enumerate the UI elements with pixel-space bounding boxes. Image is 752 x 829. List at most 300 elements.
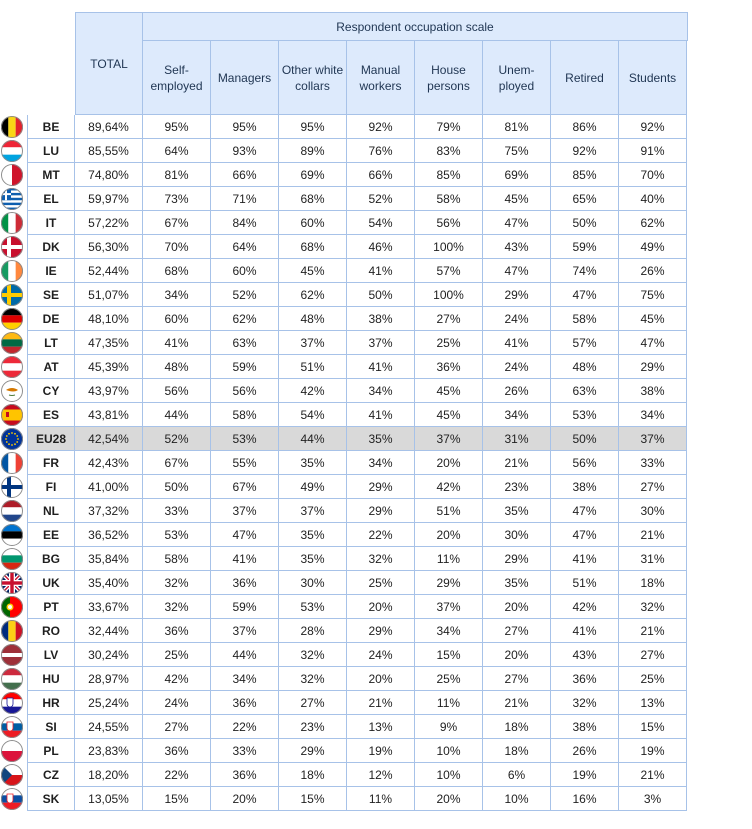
occupation-value: 42% xyxy=(551,595,619,619)
occupation-value: 85% xyxy=(415,163,483,187)
occupation-value: 21% xyxy=(483,451,551,475)
occupation-value: 30% xyxy=(619,499,687,523)
occupation-value: 36% xyxy=(143,739,211,763)
occupation-value: 45% xyxy=(483,187,551,211)
occupation-value: 35% xyxy=(483,571,551,595)
luxembourg-flag-icon xyxy=(1,140,23,162)
header-column: Manual workers xyxy=(347,41,415,115)
header-column: House persons xyxy=(415,41,483,115)
occupation-value: 29% xyxy=(347,475,415,499)
occupation-value: 21% xyxy=(619,523,687,547)
occupation-value: 29% xyxy=(279,739,347,763)
occupation-value: 81% xyxy=(483,115,551,139)
occupation-value: 60% xyxy=(279,211,347,235)
occupation-value: 60% xyxy=(143,307,211,331)
occupation-value: 35% xyxy=(279,547,347,571)
occupation-value: 20% xyxy=(483,643,551,667)
occupation-value: 69% xyxy=(483,163,551,187)
total-value: 33,67% xyxy=(75,595,143,619)
occupation-value: 66% xyxy=(347,163,415,187)
germany-flag-icon xyxy=(1,308,23,330)
occupation-value: 51% xyxy=(279,355,347,379)
country-code: EL xyxy=(27,187,75,211)
occupation-value: 47% xyxy=(551,499,619,523)
occupation-value: 27% xyxy=(483,619,551,643)
header-total: TOTAL xyxy=(75,12,143,115)
total-value: 48,10% xyxy=(75,307,143,331)
occupation-value: 42% xyxy=(415,475,483,499)
table-row xyxy=(0,595,688,619)
occupation-value: 95% xyxy=(279,115,347,139)
occupation-value: 50% xyxy=(347,283,415,307)
total-value: 47,35% xyxy=(75,331,143,355)
occupation-value: 11% xyxy=(415,547,483,571)
country-code: AT xyxy=(27,355,75,379)
table-row xyxy=(0,211,688,235)
total-value: 41,00% xyxy=(75,475,143,499)
occupation-value: 92% xyxy=(347,115,415,139)
occupation-value: 15% xyxy=(415,643,483,667)
occupation-value: 53% xyxy=(143,523,211,547)
table-row xyxy=(0,163,688,187)
occupation-value: 84% xyxy=(211,211,279,235)
occupation-value: 44% xyxy=(279,427,347,451)
occupation-value: 24% xyxy=(483,307,551,331)
occupation-value: 67% xyxy=(143,211,211,235)
finland-flag-icon xyxy=(1,476,23,498)
occupation-value: 25% xyxy=(619,667,687,691)
occupation-value: 75% xyxy=(483,139,551,163)
occupation-value: 46% xyxy=(347,235,415,259)
country-code: LU xyxy=(27,139,75,163)
total-value: 52,44% xyxy=(75,259,143,283)
occupation-value: 83% xyxy=(415,139,483,163)
occupation-value: 33% xyxy=(211,739,279,763)
latvia-flag-icon xyxy=(1,644,23,666)
table-row xyxy=(0,739,688,763)
netherlands-flag-icon xyxy=(1,500,23,522)
occupation-value: 50% xyxy=(551,211,619,235)
occupation-value: 47% xyxy=(619,331,687,355)
occupation-value: 47% xyxy=(483,259,551,283)
table-row xyxy=(0,307,688,331)
occupation-value: 70% xyxy=(619,163,687,187)
total-value: 30,24% xyxy=(75,643,143,667)
table-row xyxy=(0,427,688,451)
country-code: IE xyxy=(27,259,75,283)
total-value: 18,20% xyxy=(75,763,143,787)
total-value: 85,55% xyxy=(75,139,143,163)
table-row xyxy=(0,691,688,715)
occupation-value: 27% xyxy=(619,475,687,499)
occupation-value: 31% xyxy=(619,547,687,571)
occupation-value: 35% xyxy=(483,499,551,523)
occupation-value: 21% xyxy=(619,763,687,787)
occupation-value: 41% xyxy=(483,331,551,355)
slovakia-flag-icon xyxy=(1,788,23,810)
hungary-flag-icon xyxy=(1,668,23,690)
occupation-value: 62% xyxy=(279,283,347,307)
spain-flag-icon xyxy=(1,404,23,426)
occupation-value: 47% xyxy=(551,523,619,547)
occupation-value: 29% xyxy=(483,547,551,571)
occupation-value: 40% xyxy=(619,187,687,211)
occupation-value: 21% xyxy=(619,619,687,643)
occupation-value: 36% xyxy=(211,571,279,595)
occupation-value: 48% xyxy=(279,307,347,331)
table-row xyxy=(0,403,688,427)
occupation-value: 56% xyxy=(211,379,279,403)
denmark-flag-icon xyxy=(1,236,23,258)
occupation-value: 29% xyxy=(619,355,687,379)
occupation-value: 20% xyxy=(415,451,483,475)
portugal-flag-icon xyxy=(1,596,23,618)
occupation-value: 37% xyxy=(619,427,687,451)
total-value: 45,39% xyxy=(75,355,143,379)
occupation-value: 36% xyxy=(143,619,211,643)
cyprus-flag-icon xyxy=(1,380,23,402)
occupation-value: 18% xyxy=(279,763,347,787)
total-value: 28,97% xyxy=(75,667,143,691)
occupation-value: 25% xyxy=(347,571,415,595)
malta-flag-icon xyxy=(1,164,23,186)
total-value: 32,44% xyxy=(75,619,143,643)
occupation-value: 6% xyxy=(483,763,551,787)
occupation-value: 10% xyxy=(415,739,483,763)
total-value: 56,30% xyxy=(75,235,143,259)
eu-flag-icon xyxy=(1,428,23,450)
poland-flag-icon xyxy=(1,740,23,762)
occupation-value: 27% xyxy=(483,667,551,691)
header-column: Other white collars xyxy=(279,41,347,115)
country-code: FR xyxy=(27,451,75,475)
occupation-value: 32% xyxy=(279,667,347,691)
occupation-value: 25% xyxy=(415,667,483,691)
occupation-value: 21% xyxy=(483,691,551,715)
occupation-value: 15% xyxy=(279,787,347,811)
belgium-flag-icon xyxy=(1,116,23,138)
occupation-value: 85% xyxy=(551,163,619,187)
table-row xyxy=(0,451,688,475)
occupation-value: 52% xyxy=(211,283,279,307)
occupation-value: 53% xyxy=(279,595,347,619)
table-row xyxy=(0,667,688,691)
table-row xyxy=(0,331,688,355)
occupation-value: 13% xyxy=(619,691,687,715)
occupation-value: 24% xyxy=(143,691,211,715)
header-column: Unem- ployed xyxy=(483,41,551,115)
table-row xyxy=(0,619,688,643)
header-occupation-group: Respondent occupation scale xyxy=(143,12,688,41)
table-row xyxy=(0,355,688,379)
occupation-value: 33% xyxy=(143,499,211,523)
total-value: 24,55% xyxy=(75,715,143,739)
country-code: CY xyxy=(27,379,75,403)
occupation-value: 45% xyxy=(279,259,347,283)
total-value: 43,81% xyxy=(75,403,143,427)
occupation-value: 47% xyxy=(483,211,551,235)
total-value: 74,80% xyxy=(75,163,143,187)
occupation-value: 50% xyxy=(551,427,619,451)
occupation-value: 86% xyxy=(551,115,619,139)
occupation-value: 66% xyxy=(211,163,279,187)
occupation-value: 41% xyxy=(551,619,619,643)
occupation-value: 28% xyxy=(279,619,347,643)
occupation-value: 32% xyxy=(143,571,211,595)
occupation-value: 69% xyxy=(279,163,347,187)
table-row xyxy=(0,235,688,259)
total-value: 36,52% xyxy=(75,523,143,547)
occupation-value: 27% xyxy=(619,643,687,667)
occupation-value: 34% xyxy=(347,379,415,403)
occupation-value: 19% xyxy=(551,763,619,787)
header-column: Managers xyxy=(211,41,279,115)
total-value: 13,05% xyxy=(75,787,143,811)
occupation-value: 68% xyxy=(279,187,347,211)
occupation-value: 26% xyxy=(619,259,687,283)
occupation-value: 47% xyxy=(211,523,279,547)
occupation-value: 36% xyxy=(211,691,279,715)
occupation-value: 62% xyxy=(619,211,687,235)
occupation-value: 33% xyxy=(619,451,687,475)
total-value: 42,43% xyxy=(75,451,143,475)
occupation-value: 58% xyxy=(211,403,279,427)
occupation-value: 71% xyxy=(211,187,279,211)
total-value: 43,97% xyxy=(75,379,143,403)
occupation-value: 89% xyxy=(279,139,347,163)
table-row xyxy=(0,763,688,787)
table-row xyxy=(0,523,688,547)
occupation-value: 100% xyxy=(415,235,483,259)
occupation-value: 41% xyxy=(143,331,211,355)
occupation-value: 52% xyxy=(347,187,415,211)
occupation-value: 63% xyxy=(211,331,279,355)
occupation-value: 34% xyxy=(415,619,483,643)
occupation-value: 37% xyxy=(211,499,279,523)
occupation-value: 27% xyxy=(415,307,483,331)
occupation-value: 45% xyxy=(415,403,483,427)
occupation-value: 34% xyxy=(143,283,211,307)
occupation-value: 51% xyxy=(415,499,483,523)
occupation-value: 10% xyxy=(415,763,483,787)
total-value: 42,54% xyxy=(75,427,143,451)
total-value: 25,24% xyxy=(75,691,143,715)
occupation-value: 43% xyxy=(483,235,551,259)
occupation-value: 18% xyxy=(483,739,551,763)
occupation-value: 37% xyxy=(415,595,483,619)
occupation-value: 48% xyxy=(551,355,619,379)
country-code: DK xyxy=(27,235,75,259)
occupation-value: 18% xyxy=(619,571,687,595)
occupation-value: 42% xyxy=(279,379,347,403)
occupation-value: 68% xyxy=(143,259,211,283)
occupation-value: 27% xyxy=(279,691,347,715)
occupation-value: 13% xyxy=(347,715,415,739)
bulgaria-flag-icon xyxy=(1,548,23,570)
occupation-value: 81% xyxy=(143,163,211,187)
occupation-value: 11% xyxy=(415,691,483,715)
occupation-value: 48% xyxy=(143,355,211,379)
occupation-value: 56% xyxy=(143,379,211,403)
table-row xyxy=(0,259,688,283)
occupation-value: 52% xyxy=(143,427,211,451)
country-code: EE xyxy=(27,523,75,547)
occupation-value: 54% xyxy=(279,403,347,427)
occupation-value: 21% xyxy=(347,691,415,715)
table-row xyxy=(0,283,688,307)
occupation-value: 95% xyxy=(143,115,211,139)
occupation-value: 41% xyxy=(211,547,279,571)
country-code: HR xyxy=(27,691,75,715)
occupation-value: 32% xyxy=(143,595,211,619)
occupation-value: 58% xyxy=(143,547,211,571)
occupation-value: 37% xyxy=(211,619,279,643)
occupation-value: 15% xyxy=(619,715,687,739)
country-code: MT xyxy=(27,163,75,187)
occupation-value: 41% xyxy=(347,355,415,379)
table-row xyxy=(0,475,688,499)
occupation-value: 31% xyxy=(483,427,551,451)
occupation-value: 93% xyxy=(211,139,279,163)
occupation-value: 38% xyxy=(551,475,619,499)
occupation-value: 20% xyxy=(415,523,483,547)
czechia-flag-icon xyxy=(1,764,23,786)
occupation-value: 91% xyxy=(619,139,687,163)
occupation-value: 76% xyxy=(347,139,415,163)
occupation-value: 34% xyxy=(347,451,415,475)
occupation-value: 53% xyxy=(211,427,279,451)
total-value: 57,22% xyxy=(75,211,143,235)
occupation-value: 20% xyxy=(347,595,415,619)
country-code: PL xyxy=(27,739,75,763)
occupation-value: 3% xyxy=(619,787,687,811)
occupation-value: 92% xyxy=(551,139,619,163)
occupation-value: 70% xyxy=(143,235,211,259)
occupation-value: 19% xyxy=(347,739,415,763)
country-code: BE xyxy=(27,115,75,139)
occupation-value: 26% xyxy=(551,739,619,763)
occupation-value: 65% xyxy=(551,187,619,211)
header-column: Students xyxy=(619,41,687,115)
occupation-value: 67% xyxy=(143,451,211,475)
ireland-flag-icon xyxy=(1,260,23,282)
table-row xyxy=(0,571,688,595)
country-code: IT xyxy=(27,211,75,235)
total-value: 23,83% xyxy=(75,739,143,763)
occupation-value: 25% xyxy=(143,643,211,667)
table-row xyxy=(0,787,688,811)
occupation-value: 75% xyxy=(619,283,687,307)
table-row xyxy=(0,187,688,211)
occupation-value: 30% xyxy=(279,571,347,595)
occupation-value: 56% xyxy=(551,451,619,475)
country-code: LV xyxy=(27,643,75,667)
occupation-value: 32% xyxy=(551,691,619,715)
header-column: Retired xyxy=(551,41,619,115)
occupation-value: 73% xyxy=(143,187,211,211)
occupation-value: 37% xyxy=(415,427,483,451)
occupation-value: 57% xyxy=(415,259,483,283)
occupation-value: 44% xyxy=(211,643,279,667)
country-code: ES xyxy=(27,403,75,427)
occupation-value: 32% xyxy=(619,595,687,619)
table-row xyxy=(0,379,688,403)
country-code: PT xyxy=(27,595,75,619)
occupation-value: 59% xyxy=(551,235,619,259)
occupation-value: 41% xyxy=(347,403,415,427)
occupation-value: 58% xyxy=(551,307,619,331)
occupation-value: 22% xyxy=(211,715,279,739)
total-value: 51,07% xyxy=(75,283,143,307)
austria-flag-icon xyxy=(1,356,23,378)
table-row xyxy=(0,115,688,139)
occupation-value: 37% xyxy=(279,331,347,355)
occupation-value: 34% xyxy=(619,403,687,427)
occupation-value: 16% xyxy=(551,787,619,811)
occupation-value: 38% xyxy=(347,307,415,331)
occupation-value: 30% xyxy=(483,523,551,547)
occupation-value: 42% xyxy=(143,667,211,691)
table-row xyxy=(0,139,688,163)
occupation-value: 22% xyxy=(143,763,211,787)
occupation-value: 58% xyxy=(415,187,483,211)
occupation-value: 92% xyxy=(619,115,687,139)
greece-flag-icon xyxy=(1,188,23,210)
occupation-value: 20% xyxy=(211,787,279,811)
occupation-value: 23% xyxy=(483,475,551,499)
occupation-value: 47% xyxy=(551,283,619,307)
country-code: SI xyxy=(27,715,75,739)
country-code: RO xyxy=(27,619,75,643)
occupation-value: 22% xyxy=(347,523,415,547)
occupation-value: 64% xyxy=(211,235,279,259)
occupation-value: 63% xyxy=(551,379,619,403)
table-row xyxy=(0,547,688,571)
occupation-value: 32% xyxy=(279,643,347,667)
occupation-value: 36% xyxy=(211,763,279,787)
occupation-value: 29% xyxy=(347,619,415,643)
occupation-value: 41% xyxy=(551,547,619,571)
country-code: DE xyxy=(27,307,75,331)
occupation-value: 51% xyxy=(551,571,619,595)
occupation-value: 45% xyxy=(619,307,687,331)
occupation-value: 54% xyxy=(347,211,415,235)
occupation-value: 59% xyxy=(211,355,279,379)
occupation-value: 9% xyxy=(415,715,483,739)
occupation-value: 11% xyxy=(347,787,415,811)
occupation-value: 26% xyxy=(483,379,551,403)
occupation-value: 35% xyxy=(347,427,415,451)
occupation-value: 59% xyxy=(211,595,279,619)
slovenia-flag-icon xyxy=(1,716,23,738)
uk-flag-icon xyxy=(1,572,23,594)
occupation-value: 34% xyxy=(211,667,279,691)
occupation-value: 23% xyxy=(279,715,347,739)
occupation-value: 20% xyxy=(415,787,483,811)
total-value: 35,40% xyxy=(75,571,143,595)
occupation-value: 95% xyxy=(211,115,279,139)
occupation-value: 67% xyxy=(211,475,279,499)
country-code: SK xyxy=(27,787,75,811)
country-code: UK xyxy=(27,571,75,595)
occupation-value: 49% xyxy=(279,475,347,499)
country-code: EU28 xyxy=(27,427,75,451)
occupation-value: 41% xyxy=(347,259,415,283)
occupation-value: 10% xyxy=(483,787,551,811)
occupation-value: 62% xyxy=(211,307,279,331)
country-code: HU xyxy=(27,667,75,691)
table-row xyxy=(0,643,688,667)
